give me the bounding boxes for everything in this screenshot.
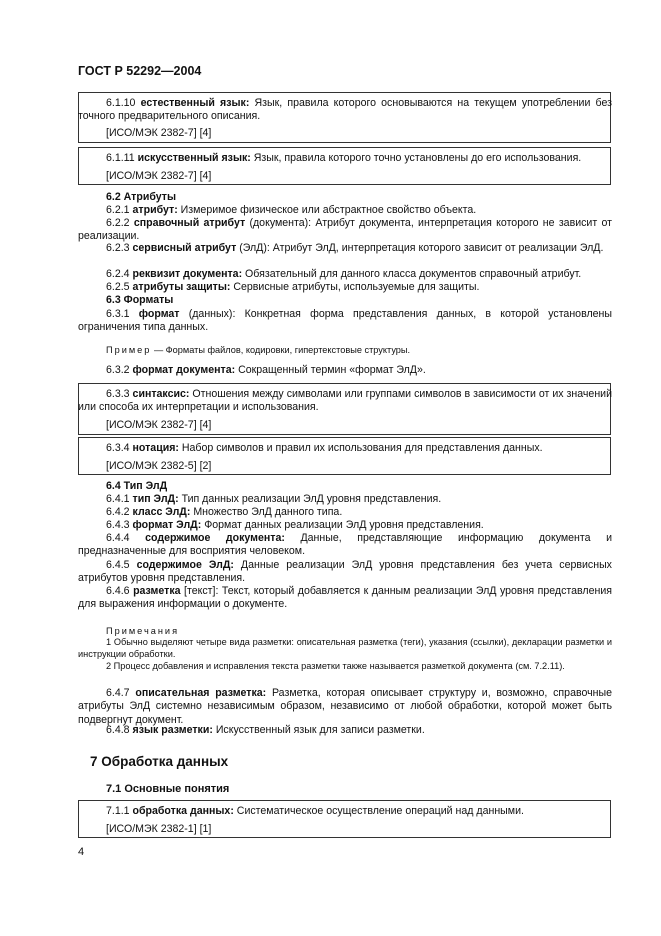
definition-6-2-4: 6.2.4 реквизит документа: Обязательный для данного класса документов справочный атрибут.	[106, 268, 582, 280]
example: Пример — Форматы файлов, кодировки, гипертекстовые структуры.	[106, 345, 411, 355]
reference: [ИСО/МЭК 2382-1] [1]	[106, 823, 212, 835]
definition-6-2-1: 6.2.1 атрибут: Измеримое физическое или абстрактное свойство объекта.	[106, 204, 477, 216]
definition-6-4-8: 6.4.8 язык разметки: Искусственный язык для записи разметки.	[106, 724, 425, 736]
definition-6-3-4: 6.3.4 нотация: Набор символов и правил их использования для представления данных.	[106, 442, 543, 454]
definition-6-3-3: 6.3.3 синтаксис: Отношения между символами или группами символов в зависимости от их значений или способа их интерпретации и использования.	[78, 388, 612, 414]
definition-6-2-3: 6.2.3 сервисный атрибут (ЭлД): Атрибут ЭлД, интерпретация которого зависит от реализации ЭлД.	[106, 242, 604, 254]
reference: [ИСО/МЭК 2382-7] [4]	[106, 419, 212, 431]
definition-6-1-10: 6.1.10 естественный язык: Язык, правила которого основываются на текущем употреблении без точного предварительного описания.	[78, 97, 612, 123]
note-2: 2 Процесс добавления и исправления текста разметки также называется разметкой документа (см. 7.2.11).	[106, 661, 565, 671]
definition-6-3-1: 6.3.1 формат (данных): Конкретная форма представления данных, в которой установлены ограничения типа данных.	[78, 308, 612, 334]
section-title-6-4: 6.4 Тип ЭлД	[106, 480, 168, 492]
page-number: 4	[78, 846, 85, 858]
reference: [ИСО/МЭК 2382-5] [2]	[106, 460, 212, 472]
definition-6-2-5: 6.2.5 атрибуты защиты: Сервисные атрибуты, используемые для защиты.	[106, 281, 480, 293]
reference: [ИСО/МЭК 2382-7] [4]	[106, 127, 212, 139]
definition-6-4-1: 6.4.1 тип ЭлД: Тип данных реализации ЭлД уровня представления.	[106, 493, 442, 505]
definition-6-4-6: 6.4.6 разметка [текст]: Текст, который добавляется к данным реализации ЭлД уровня представления для выражения информации о документе.	[78, 585, 612, 611]
definition-6-1-11: 6.1.11 искусственный язык: Язык, правила которого точно установлены до его использования.	[106, 152, 582, 164]
definition-6-4-7: 6.4.7 описательная разметка: Разметка, которая описывает структуру и, возможно, справочные атрибуты ЭлД системно независимым образом, независимо от любой обработки, которой может быть подвергнут документ.	[78, 687, 612, 726]
note-1: 1 Обычно выделяют четыре вида разметки: описательная разметка (теги), указания (ссылки), декларации разметки и инструкции обработки.	[78, 637, 612, 659]
notes-label: Примечания	[106, 626, 180, 636]
definition-6-4-4: 6.4.4 содержимое документа: Данные, представляющие информацию документа и предназначенные для восприятия человеком.	[78, 532, 612, 558]
definition-6-2-2: 6.2.2 справочный атрибут (документа): Атрибут документа, интерпретация которого не зависит от реализации.	[78, 217, 612, 243]
reference: [ИСО/МЭК 2382-7] [4]	[106, 170, 212, 182]
definition-6-4-5: 6.4.5 содержимое ЭлД: Данные реализации ЭлД уровня представления без учета сервисных атрибутов уровня представления.	[78, 559, 612, 585]
definition-6-3-2: 6.3.2 формат документа: Сокращенный термин «формат ЭлД».	[106, 364, 426, 376]
definition-6-4-3: 6.4.3 формат ЭлД: Формат данных реализации ЭлД уровня представления.	[106, 519, 484, 531]
section-title-6-3: 6.3 Форматы	[106, 294, 174, 306]
document-header: ГОСТ Р 52292—2004	[78, 64, 202, 78]
term: естественный язык:	[140, 97, 250, 109]
definition-6-4-2: 6.4.2 класс ЭлД: Множество ЭлД данного типа.	[106, 506, 343, 518]
definition-7-1-1: 7.1.1 обработка данных: Систематическое осуществление операций над данными.	[106, 805, 524, 817]
section-title-6-2: 6.2 Атрибуты	[106, 191, 177, 203]
term: искусственный язык:	[137, 152, 251, 164]
section-title-7-1: 7.1 Основные понятия	[106, 783, 230, 795]
section-title-7: 7 Обработка данных	[90, 754, 229, 769]
